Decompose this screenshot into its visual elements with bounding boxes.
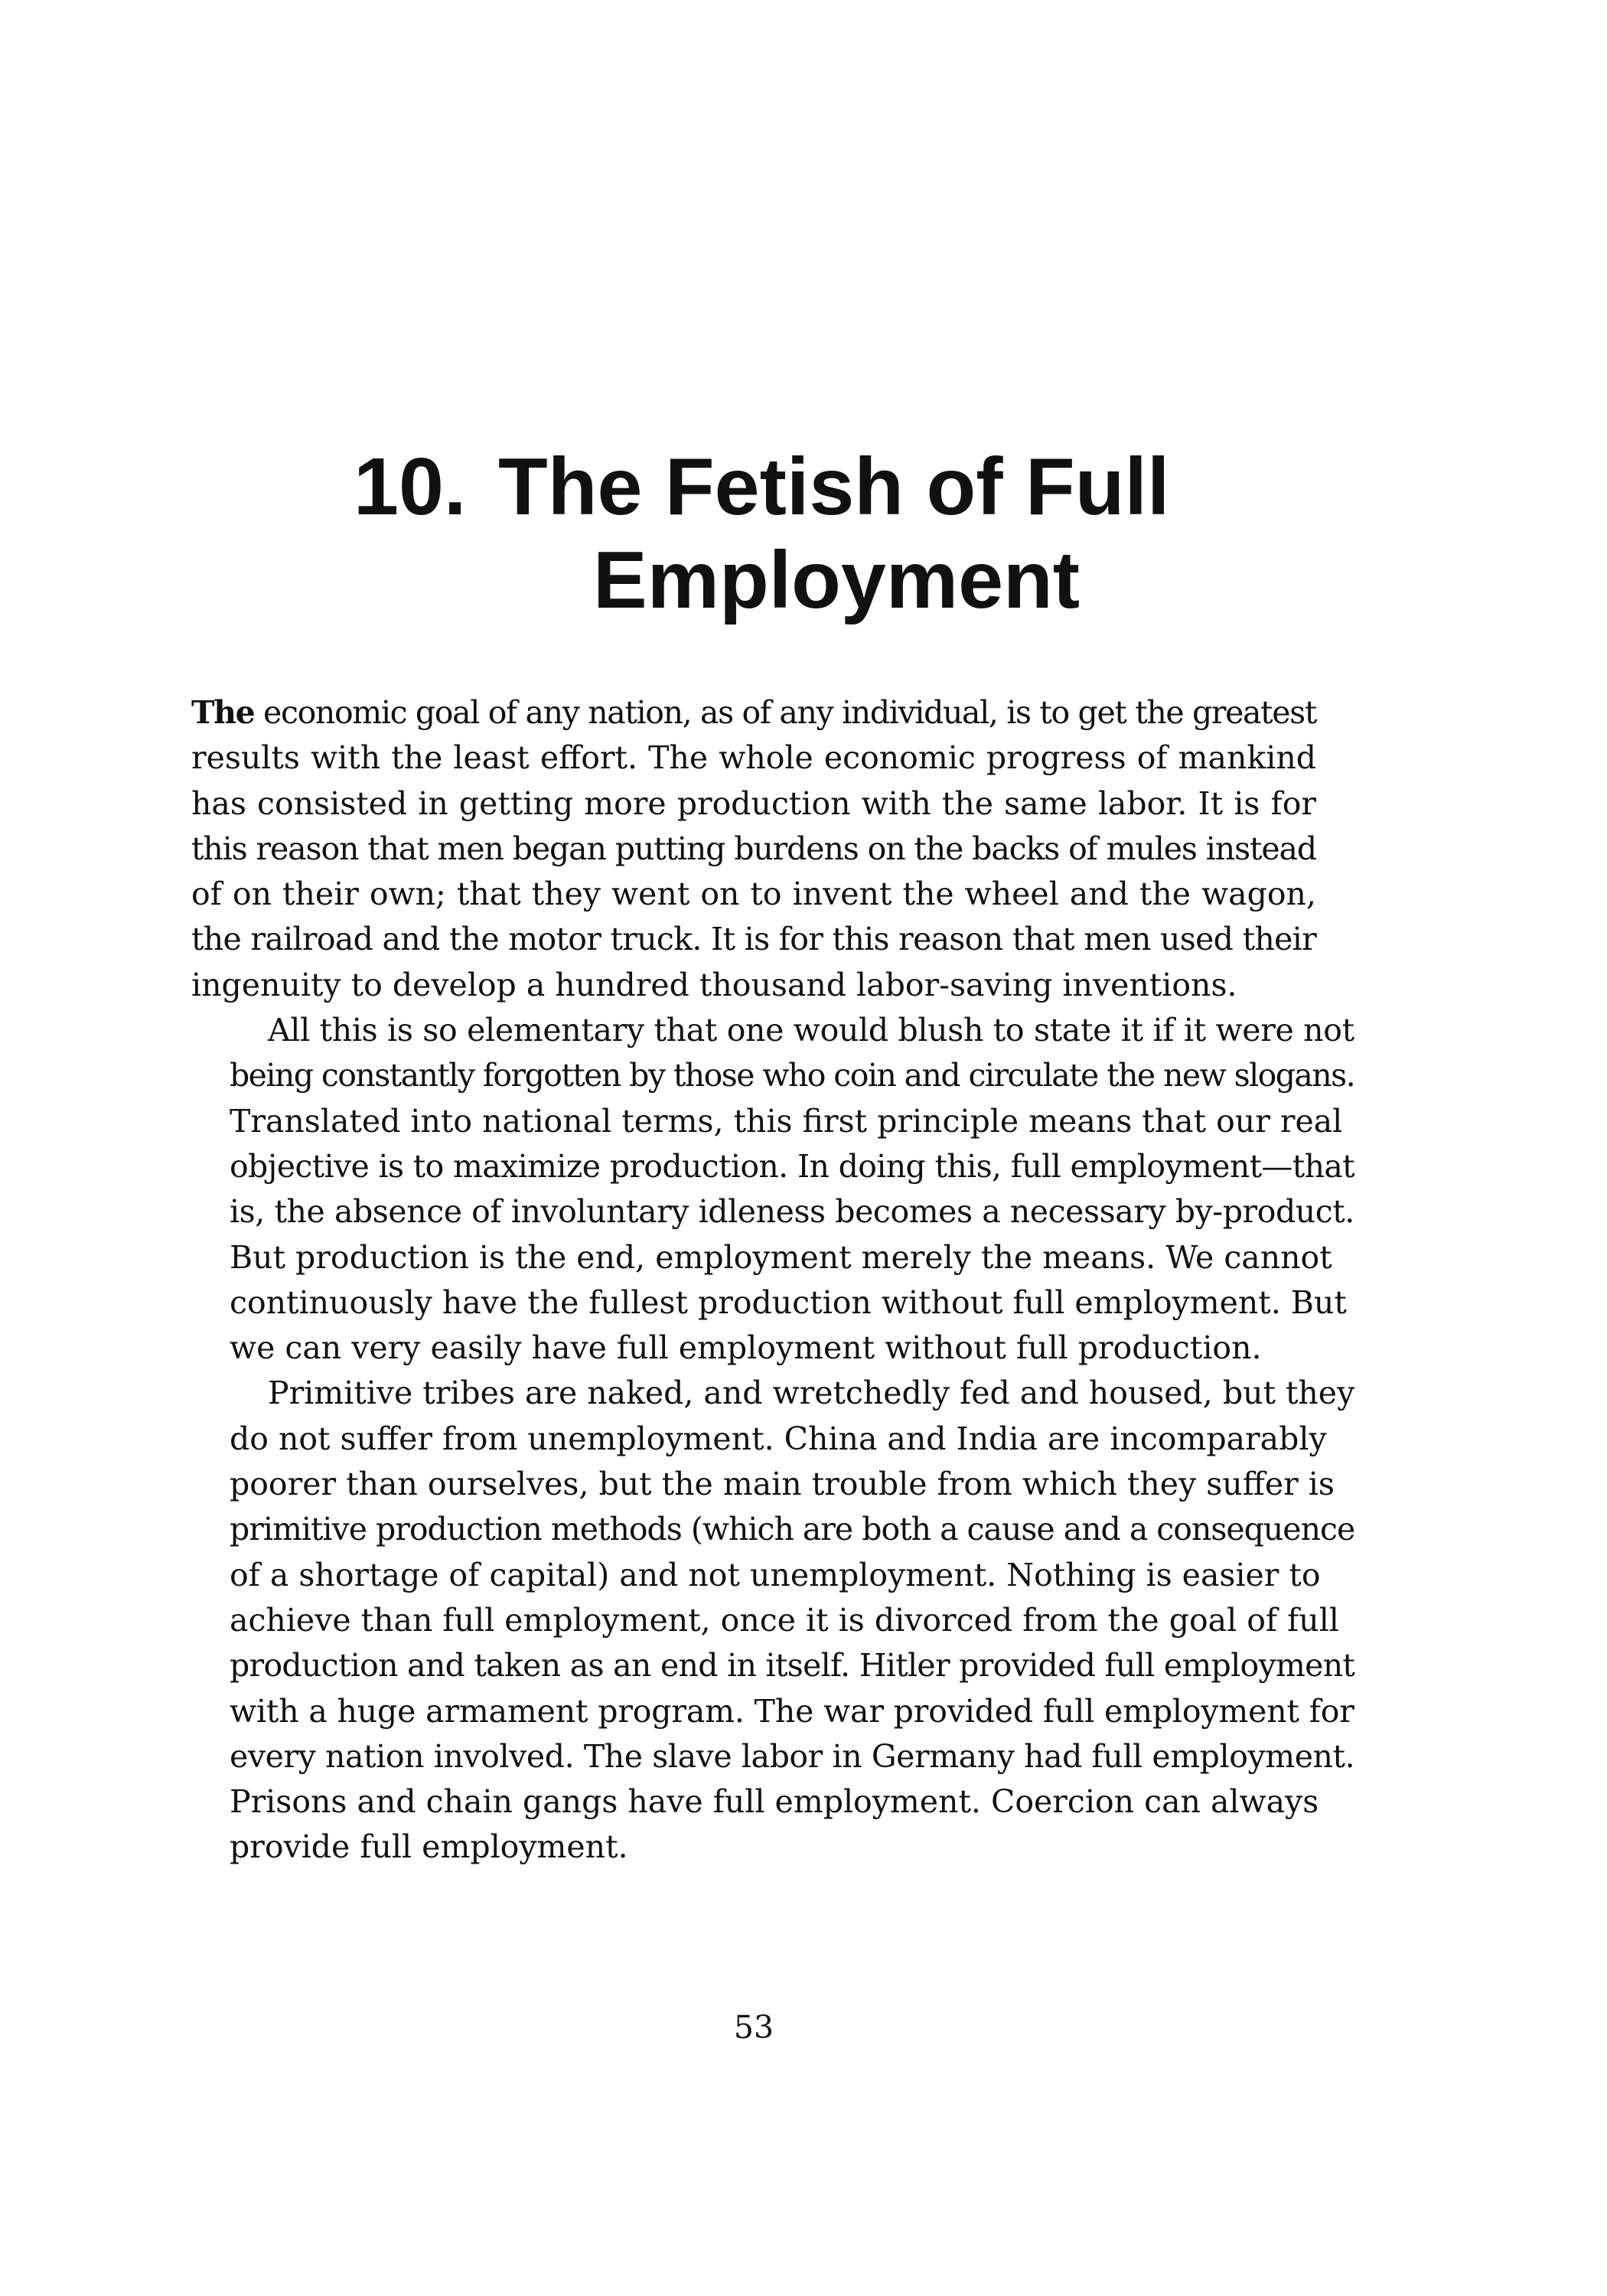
paragraph-line: continuously have the fullest production without full employment. But	[230, 1283, 1347, 1321]
paragraph-3	[191, 1371, 1355, 1870]
paragraph-line: The economic goal of any nation, as of any individual, is to get the greatest	[191, 694, 1316, 731]
paragraph-line: we can very easily have full employment without full production.	[230, 1329, 1262, 1367]
paragraph-line: All this is so elementary that one would blush to state it if it were not	[268, 1012, 1354, 1049]
paragraph-line: But production is the end, employment merely the means. We cannot	[230, 1238, 1332, 1276]
paragraph-line: objective is to maximize production. In doing this, full employment—that	[230, 1147, 1355, 1185]
chapter-number: 10.	[354, 442, 467, 532]
paragraph-line: is, the absence of involuntary idleness becomes a necessary by-product.	[230, 1193, 1354, 1231]
paragraph-line: with a huge armament program. The war provided full employment for	[230, 1692, 1354, 1730]
chapter-title-line-2: Employment	[593, 535, 1081, 625]
page-number: 53	[733, 2009, 774, 2046]
paragraph-line: Translated into national terms, this first principle means that our real	[230, 1102, 1343, 1140]
chapter-title-line-1	[354, 440, 1169, 533]
paragraph-line: being constantly forgotten by those who coin and circulate the new slogans.	[230, 1057, 1355, 1094]
lead-word: The	[191, 694, 255, 731]
chapter-title-part-1: The Fetish of Full	[498, 442, 1170, 532]
paragraph-line: the railroad and the motor truck. It is for this reason that men used their	[191, 921, 1316, 958]
paragraph-line: this reason that men began putting burdens on the backs of mules instead	[191, 830, 1316, 867]
paragraph-line: ingenuity to develop a hundred thousand labor-saving inventions.	[191, 966, 1237, 1003]
chapter-body	[191, 690, 1355, 1870]
paragraph-line: provide full employment.	[230, 1828, 628, 1866]
paragraph-line: has consisted in getting more production with the same labor. It is for	[191, 784, 1316, 822]
paragraph-line: every nation involved. The slave labor in Germany had full employment.	[230, 1737, 1355, 1775]
paragraph-2	[191, 1008, 1355, 1371]
paragraph-line: do not suffer from unemployment. China and India are incomparably	[230, 1420, 1327, 1457]
paragraph-line: Primitive tribes are naked, and wretchedly fed and housed, but they	[268, 1375, 1355, 1412]
paragraph-line: of a shortage of capital) and not unemployment. Nothing is easier to	[230, 1556, 1321, 1593]
paragraph-line: primitive production methods (which are both a cause and a consequence	[230, 1511, 1355, 1548]
paragraph-line: of on their own; that they went on to invent the wheel and the wagon,	[191, 876, 1316, 913]
paragraph-line: Prisons and chain gangs have full employment. Coercion can always	[230, 1783, 1319, 1821]
paragraph-1	[191, 690, 1316, 1008]
paragraph-line: poorer than ourselves, but the main trouble from which they suffer is	[230, 1466, 1335, 1503]
paragraph-line: results with the least effort. The whole economic progress of mankind	[191, 739, 1316, 777]
paragraph-line: production and taken as an end in itself. Hitler provided full employment	[230, 1647, 1355, 1684]
paragraph-line: achieve than full employment, once it is divorced from the goal of full	[230, 1601, 1339, 1639]
